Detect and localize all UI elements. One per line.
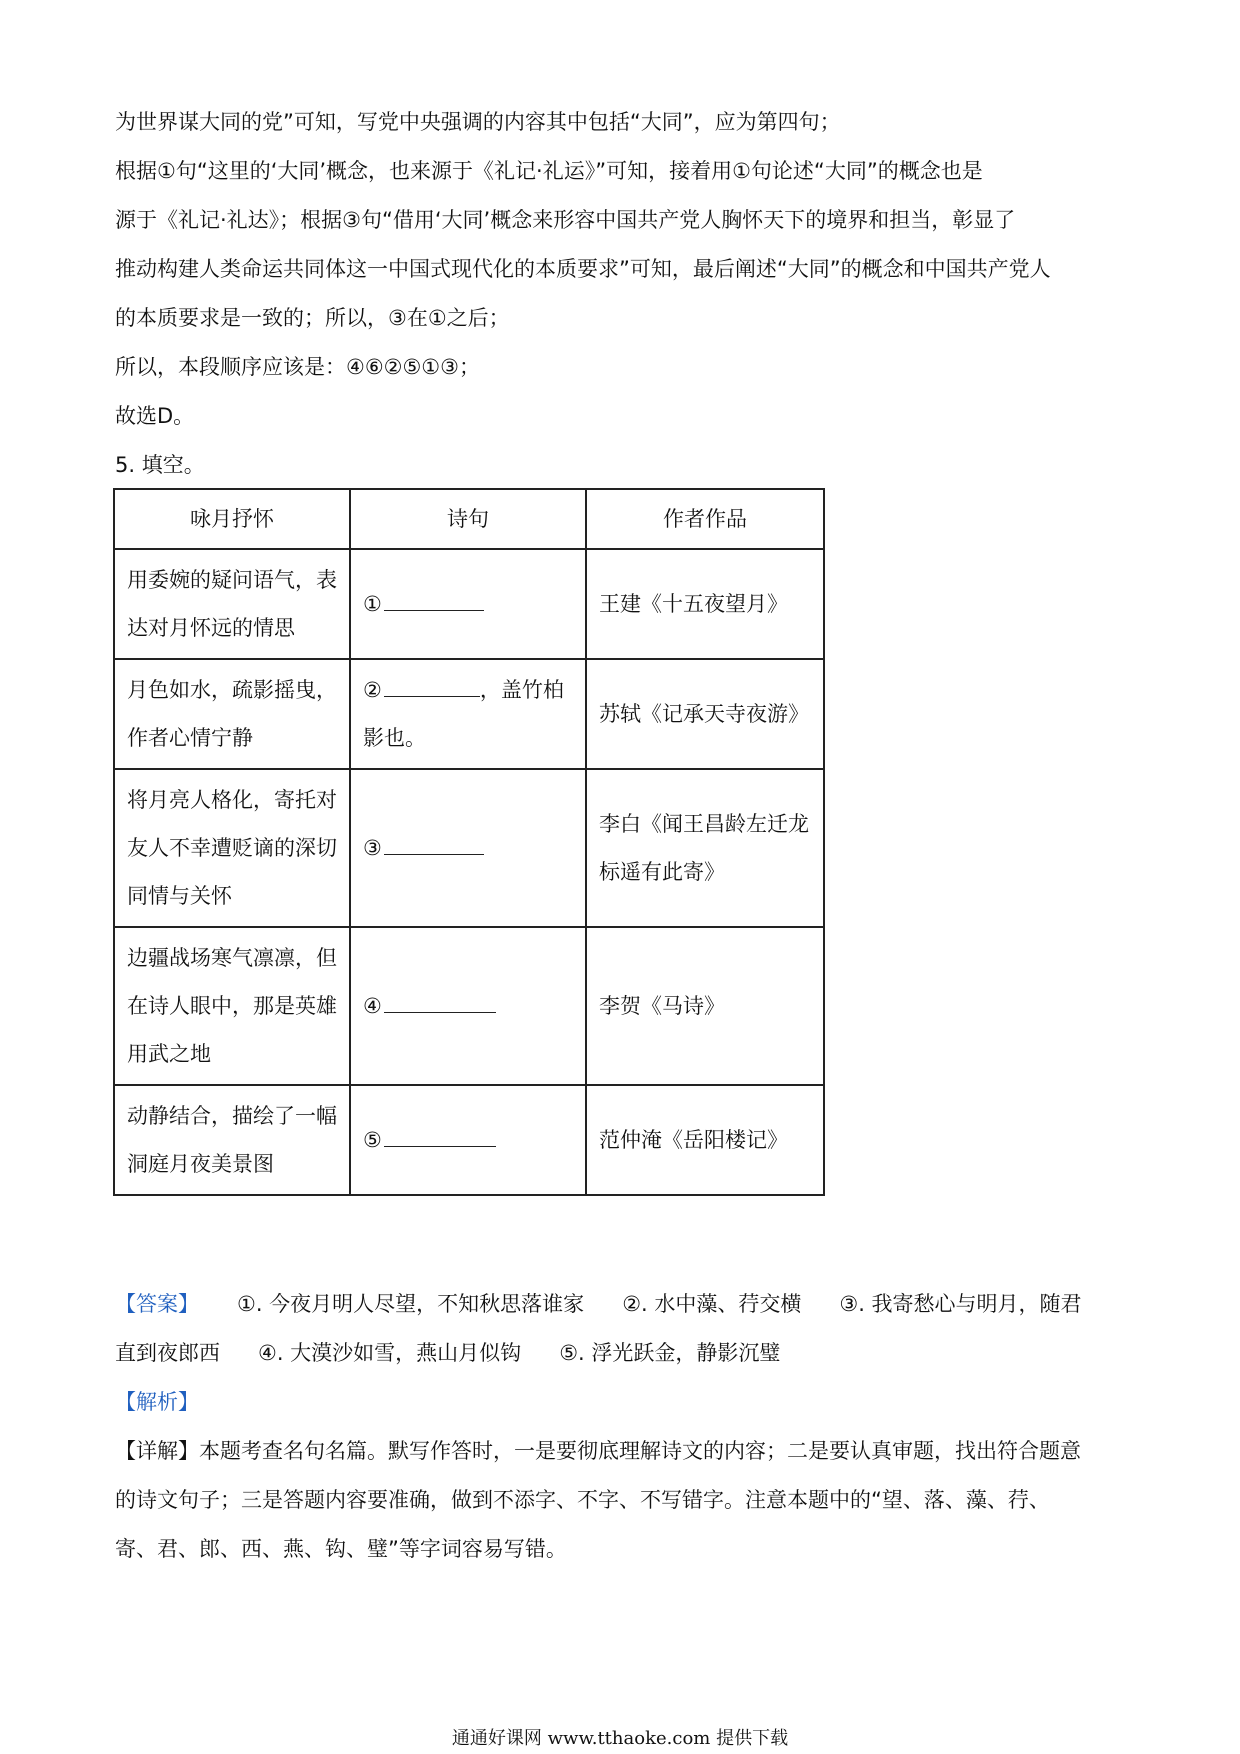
fill-in-table [113, 488, 825, 1196]
text-line: 故选D。 [115, 404, 195, 428]
blank-line [384, 590, 484, 611]
answer-4: ④. 大漠沙如雪，燕山月似钩 [258, 1341, 522, 1365]
blank-line [384, 992, 496, 1013]
text-line: 推动构建人类命运共同体这一中国式现代化的本质要求”可知，最后阐述“大同”的概念和中国共产党人 [115, 257, 1051, 281]
table-row [114, 549, 824, 659]
desc-cell: 动静结合，描绘了一幅洞庭月夜美景图 [114, 1085, 350, 1195]
work-cell: 李贺《马诗》 [586, 927, 824, 1085]
poem-cell [350, 659, 586, 769]
table-row [114, 927, 824, 1085]
question-title: 5. 填空。 [115, 453, 205, 477]
desc-cell: 用委婉的疑问语气，表达对月怀远的情思 [114, 549, 350, 659]
blank-line [384, 676, 480, 697]
work-cell: 苏轼《记承天寺夜游》 [586, 659, 824, 769]
intro-text [115, 98, 1135, 490]
column-header: 诗句 [350, 489, 586, 549]
table-row [114, 1085, 824, 1195]
text-line: 源于《礼记·礼达》；根据③句“借用‘大同’概念来形容中国共产党人胸怀天下的境界和担当，彰显了 [115, 208, 1016, 232]
text-line: 的本质要求是一致的；所以，③在①之后； [115, 306, 510, 330]
desc-cell: 边疆战场寒气凛凛，但在诗人眼中，那是英雄用武之地 [114, 927, 350, 1085]
answer-3-cont: 直到夜郎西 [115, 1341, 220, 1365]
poem-cell [350, 1085, 586, 1195]
poem-cell [350, 769, 586, 927]
poem-cell [350, 927, 586, 1085]
table-row [114, 769, 824, 927]
work-cell: 范仲淹《岳阳楼记》 [586, 1085, 824, 1195]
answer-1: ①. 今夜月明人尽望，不知秋思落谁家 [237, 1292, 585, 1316]
poem-suffix: ，盖竹柏影也。 [363, 678, 564, 750]
analysis-line: 寄、君、郎、西、燕、钩、璧”等字词容易写错。 [115, 1537, 567, 1561]
column-header: 咏月抒怀 [114, 489, 350, 549]
blank-line [384, 1126, 496, 1147]
answer-5: ⑤. 浮光跃金，静影沉璧 [559, 1341, 781, 1365]
text-line: 为世界谋大同的党”可知，写党中央强调的内容其中包括“大同”，应为第四句； [115, 110, 841, 134]
answer-3: ③. 我寄愁心与明月，随君 [839, 1292, 1082, 1316]
analysis-tag: 【解析】 [115, 1390, 199, 1414]
analysis-heading [115, 1378, 1135, 1427]
blank-number: ② [363, 678, 382, 702]
answer-tag: 【答案】 [115, 1292, 199, 1316]
work-cell: 李白《闻王昌龄左迁龙标遥有此寄》 [586, 769, 824, 927]
blank-number: ⑤ [363, 1128, 382, 1152]
blank-line [384, 834, 484, 855]
blank-number: ③ [363, 836, 382, 860]
answer-line [115, 1280, 1135, 1329]
table-row [114, 659, 824, 769]
desc-cell: 月色如水，疏影摇曳，作者心情宁静 [114, 659, 350, 769]
text-line: 根据①句“这里的‘大同’概念，也来源于《礼记·礼运》”可知，接着用①句论述“大同”的概念也是 [115, 159, 983, 183]
answer-section [115, 1280, 1135, 1574]
blank-number: ④ [363, 994, 382, 1018]
blank-number: ① [363, 592, 382, 616]
answer-2: ②. 水中藻、荇交横 [622, 1292, 802, 1316]
column-header: 作者作品 [586, 489, 824, 549]
desc-cell: 将月亮人格化，寄托对友人不幸遭贬谪的深切同情与关怀 [114, 769, 350, 927]
text-line: 所以，本段顺序应该是：④⑥②⑤①③； [115, 355, 480, 379]
analysis-line: 【详解】本题考查名句名篇。默写作答时，一是要彻底理解诗文的内容；二是要认真审题，找出符合题意 [115, 1439, 1081, 1463]
table-header-row [114, 489, 824, 549]
answer-line [115, 1329, 1135, 1378]
work-cell: 王建《十五夜望月》 [586, 549, 824, 659]
poem-cell [350, 549, 586, 659]
analysis-line: 的诗文句子；三是答题内容要准确，做到不添字、不字、不写错字。注意本题中的“望、落、藻、荇、 [115, 1488, 1050, 1512]
page-footer: 通通好课网 www.tthaoke.com 提供下载 [451, 1728, 789, 1749]
